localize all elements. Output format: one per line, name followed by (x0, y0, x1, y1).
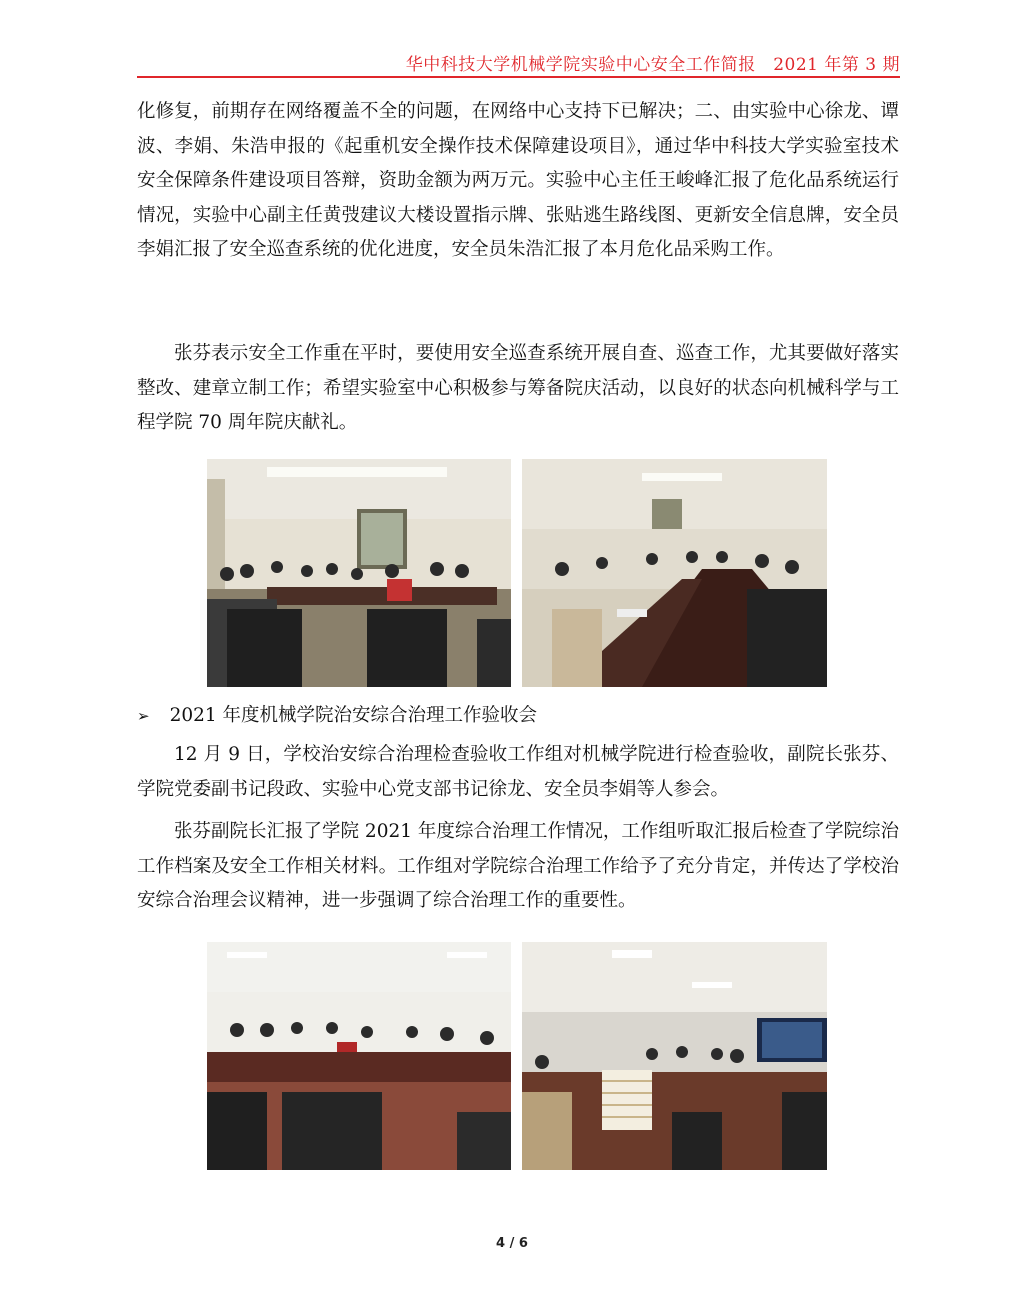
section-title: 2021 年度机械学院治安综合治理工作验收会 (169, 705, 538, 726)
paragraph-3: 12 月 9 日，学校治安综合治理检查验收工作组对机械学院进行检查验收，副院长张芬、学院党委副书记段政、实验中心党支部书记徐龙、安全员李娟等人参会。 (137, 744, 899, 800)
meeting-photo-1 (207, 459, 511, 687)
inspection-photo-1 (207, 942, 511, 1170)
paragraph-4: 张芬副院长汇报了学院 2021 年度综合治理工作情况，工作组听取汇报后检查了学院综治工作档案及安全工作相关材料。工作组对学院综合治理工作给予了充分肯定，并传达了学校治安综合治理会议精神，进一步强调了综合治理工作的重要性。 (137, 821, 899, 911)
newsletter-header: 华中科技大学机械学院实验中心安全工作简报 2021 年第 3 期 (405, 55, 900, 75)
meeting-photo-2 (522, 459, 827, 687)
paragraph-1: 化修复，前期存在网络覆盖不全的问题，在网络中心支持下已解决；二、由实验中心徐龙、谭波、李娟、朱浩申报的《起重机安全操作技术保障建设项目》，通过华中科技大学实验室技术安全保障条件建设项目答辩，资助金额为两万元。实验中心主任王峻峰汇报了危化品系统运行情况，实验中心副主任黄弢建议大楼设置指示牌、张贴逃生路线图、更新安全信息牌，安全员李娟汇报了安全巡查系统的优化进度，安全员朱浩汇报了本月危化品采购工作。 (137, 101, 899, 260)
paragraph-2: 张芬表示安全工作重在平时，要使用安全巡查系统开展自查、巡查工作，尤其要做好落实整改、建章立制工作；希望实验室中心积极参与筹备院庆活动，以良好的状态向机械科学与工程学院 70 周年院庆献礼。 (137, 343, 899, 433)
page-number: 4 / 6 (496, 1236, 528, 1251)
arrow-bullet-icon: ➢ (137, 707, 150, 725)
section-heading (137, 702, 537, 730)
inspection-photo-2 (522, 942, 827, 1170)
header-divider (137, 76, 900, 78)
